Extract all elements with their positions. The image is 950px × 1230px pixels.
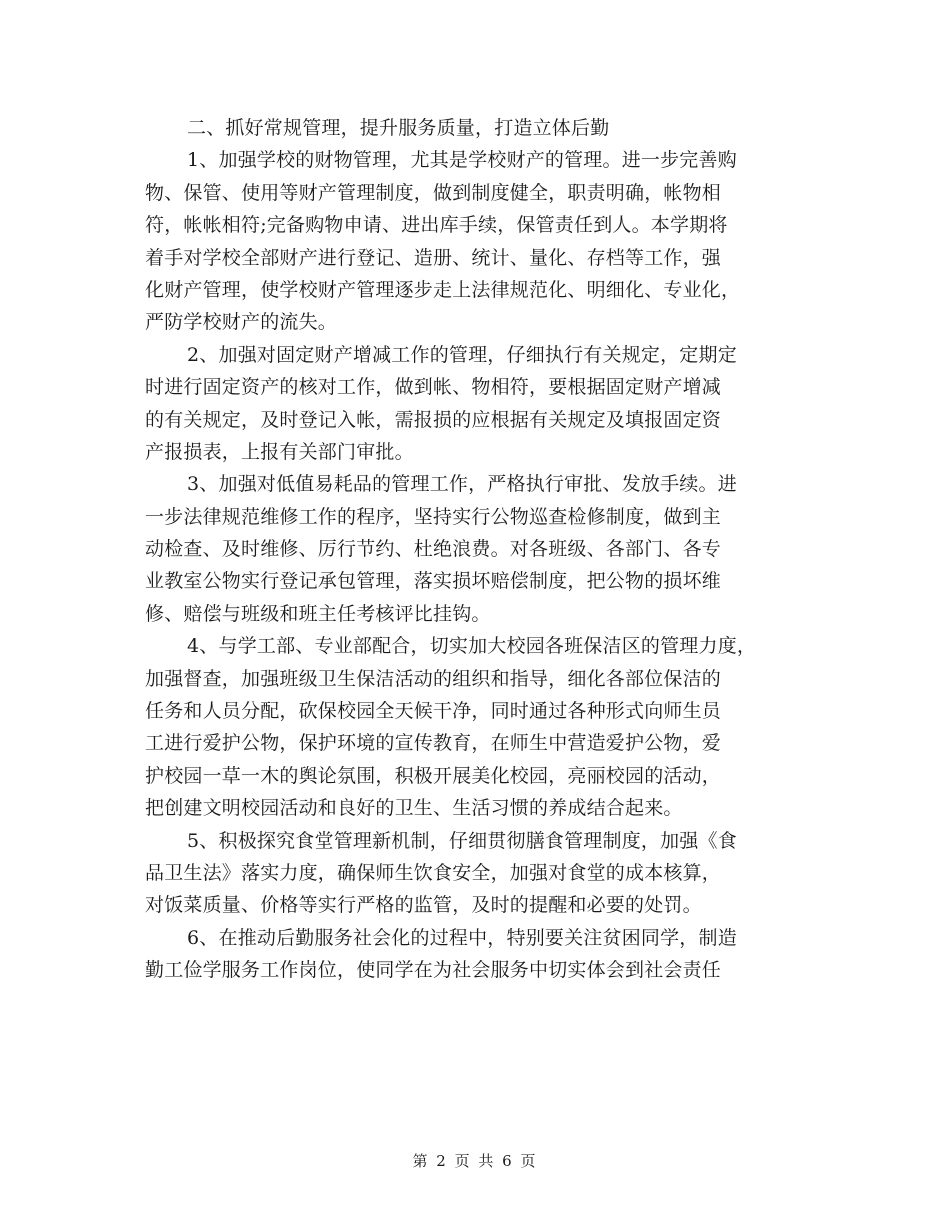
paragraph-3-line: 修、赔偿与班级和班主任考核评比挂钩。 bbox=[145, 602, 491, 625]
paragraph-5-line: 对饭菜质量、价格等实行严格的监管，及时的提醒和必要的处罚。 bbox=[145, 894, 702, 917]
paragraph-5-line: 品卫生法》落实力度，确保师生饮食安全，加强对食堂的成本核算， bbox=[145, 861, 722, 884]
page-number-footer: 第 2 页 共 6 页 bbox=[412, 1152, 538, 1170]
paragraph-4-line: 工进行爱护公物，保护环境的宣传教育，在师生中营造爱护公物，爱 bbox=[145, 732, 722, 755]
paragraph-1-line: 物、保管、使用等财产管理制度，做到制度健全，职责明确，帐物相 bbox=[145, 181, 722, 204]
paragraph-5-line: 5、积极探究食堂管理新机制，仔细贯彻膳食管理制度，加强《食 bbox=[187, 829, 737, 852]
paragraph-3-line: 动检查、及时维修、厉行节约、杜绝浪费。对各班级、各部门、各专 bbox=[145, 538, 722, 561]
paragraph-6-line: 6、在推动后勤服务社会化的过程中，特别要关注贫困同学，制造 bbox=[187, 926, 737, 949]
paragraph-1-line: 着手对学校全部财产进行登记、造册、统计、量化、存档等工作，强 bbox=[145, 246, 722, 269]
paragraph-1-line: 化财产管理，使学校财产管理逐步走上法律规范化、明细化、专业化， bbox=[145, 278, 741, 301]
paragraph-1-line: 1、加强学校的财物管理，尤其是学校财产的管理。进一步完善购 bbox=[187, 149, 737, 172]
document-body bbox=[145, 112, 805, 987]
paragraph-2-line: 2、加强对固定财产增减工作的管理，仔细执行有关规定，定期定 bbox=[187, 343, 737, 366]
paragraph-3-line: 一步法律规范维修工作的程序，坚持实行公物巡查检修制度，做到主 bbox=[145, 505, 722, 528]
paragraph-4-line: 4、与学工部、专业部配合，切实加大校园各班保洁区的管理力度， bbox=[187, 635, 757, 658]
paragraph-1-line: 严防学校财产的流失。 bbox=[145, 311, 338, 334]
paragraph-2-line: 时进行固定资产的核对工作，做到帐、物相符，要根据固定财产增减 bbox=[145, 376, 722, 399]
section-heading: 二、抓好常规管理，提升服务质量，打造立体后勤 bbox=[187, 117, 610, 139]
paragraph-1-line: 符，帐帐相符;完备购物申请、进出库手续，保管责任到人。本学期将 bbox=[145, 214, 728, 237]
paragraph-4-line: 加强督查，加强班级卫生保洁活动的组织和指导，细化各部位保洁的 bbox=[145, 667, 722, 690]
paragraph-2-line: 的有关规定，及时登记入帐，需报损的应根据有关规定及填报固定资 bbox=[145, 408, 722, 431]
paragraph-2-line: 产报损表，上报有关部门审批。 bbox=[145, 440, 414, 463]
paragraph-4-line: 任务和人员分配，砍保校园全天候干净，同时通过各种形式向师生员 bbox=[145, 700, 722, 723]
paragraph-3-line: 业教室公物实行登记承包管理，落实损坏赔偿制度，把公物的损坏维 bbox=[145, 570, 722, 593]
paragraph-4-line: 把创建文明校园活动和良好的卫生、生活习惯的养成结合起来。 bbox=[145, 797, 683, 820]
paragraph-3-line: 3、加强对低值易耗品的管理工作，严格执行审批、发放手续。进 bbox=[187, 473, 737, 496]
paragraph-4-line: 护校园一草一木的舆论氛围，积极开展美化校园，亮丽校园的活动， bbox=[145, 764, 722, 787]
paragraph-6-line: 勤工俭学服务工作岗位，使同学在为社会服务中切实体会到社会责任 bbox=[145, 959, 722, 982]
